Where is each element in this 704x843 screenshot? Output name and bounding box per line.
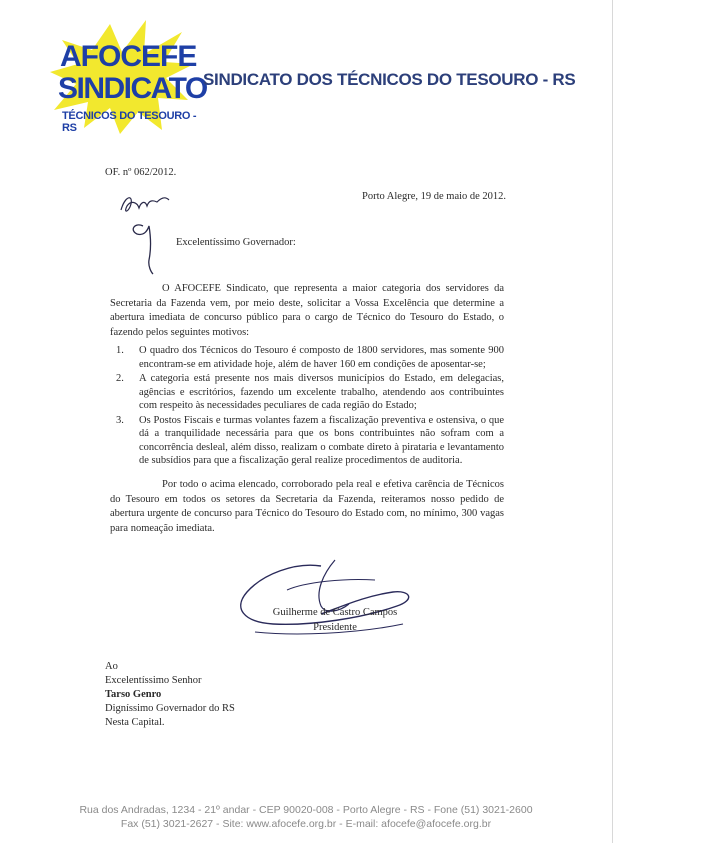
afocefe-logo [48, 18, 207, 136]
signatory-name: Guilherme de Castro Campos [272, 607, 398, 618]
footer-address: Rua dos Andradas, 1234 - 21º andar - CEP 90020-008 - Porto Alegre - RS - Fone (51) 3021-2600 [79, 804, 533, 816]
office-reference: OF. nº 062/2012. [105, 167, 177, 178]
logo-title: AFOCEFE [60, 40, 197, 73]
list-item: 3. Os Postos Fiscais e turmas volantes fazem a fiscalização preventiva e ostensiva, o que dá a tranquilidade necessária para que os bons contribuintes não sofram com a concorrência desleal, além disso, realizam o combate direto à pirataria e levantamento de subsídios para que a fiscalização geral realize procedimentos de auditoria. [116, 414, 504, 466]
salutation: Excelentíssimo Governador: [176, 237, 296, 248]
list-item: 1. O quadro dos Técnicos do Tesouro é composto de 1800 servidores, mas somente 900 encontram-se em atividade hoje, além de haver 160 em condições de aposentar-se; [116, 345, 504, 370]
place-date: Porto Alegre, 19 de maio de 2012. [362, 191, 507, 202]
page-edge [612, 0, 613, 843]
closing-paragraph: Por todo o acima elencado, corroborado pela real e efetiva carência de Técnicos do Tesouro em todos os setores da Secretaria da Fazenda, reiteramos nosso pedido de abertura urgente de concurso para Técnico do Tesouro do Estado com, no mínimo, 300 vagas para nomeação imediata. [110, 479, 504, 534]
list-item: 2. A categoria está presente nos mais diversos municípios do Estado, em delegacias, agências e escritórios, fazendo um excelente trabalho, atendendo aos contribuintes com respeito às necessidades peculiares de cada região do Estado; [116, 373, 504, 411]
handwritten-initials-icon [115, 188, 175, 278]
reasons-list [110, 344, 504, 469]
recipient-line: Nesta Capital. [105, 717, 165, 728]
footer-contact: Fax (51) 3021-2627 - Site: www.afocefe.org.br - E-mail: afocefe@afocefe.org.br [120, 818, 492, 830]
recipient-line: Excelentíssimo Senhor [105, 675, 202, 686]
recipient-name: Tarso Genro [105, 689, 162, 700]
intro-paragraph: O AFOCEFE Sindicato, que representa a maior categoria dos servidores da Secretaria da Fazenda vem, por meio deste, solicitar a Vossa Excelência que determine a abertura imediata de concurso público para o cargo de Técnico do Tesouro do Estado, o fazendo pelos seguintes motivos: [110, 283, 504, 338]
recipient-line: Ao [105, 661, 118, 672]
recipient-line: Digníssimo Governador do RS [105, 703, 235, 714]
logo-tagline: TÉCNICOS DO TESOURO - RS [62, 110, 197, 134]
organization-name: SINDICATO DOS TÉCNICOS DO TESOURO - RS [203, 70, 576, 89]
logo-subtitle: SINDICATO [58, 72, 207, 105]
signature-block [270, 605, 400, 635]
signatory-title: Presidente [313, 622, 357, 633]
